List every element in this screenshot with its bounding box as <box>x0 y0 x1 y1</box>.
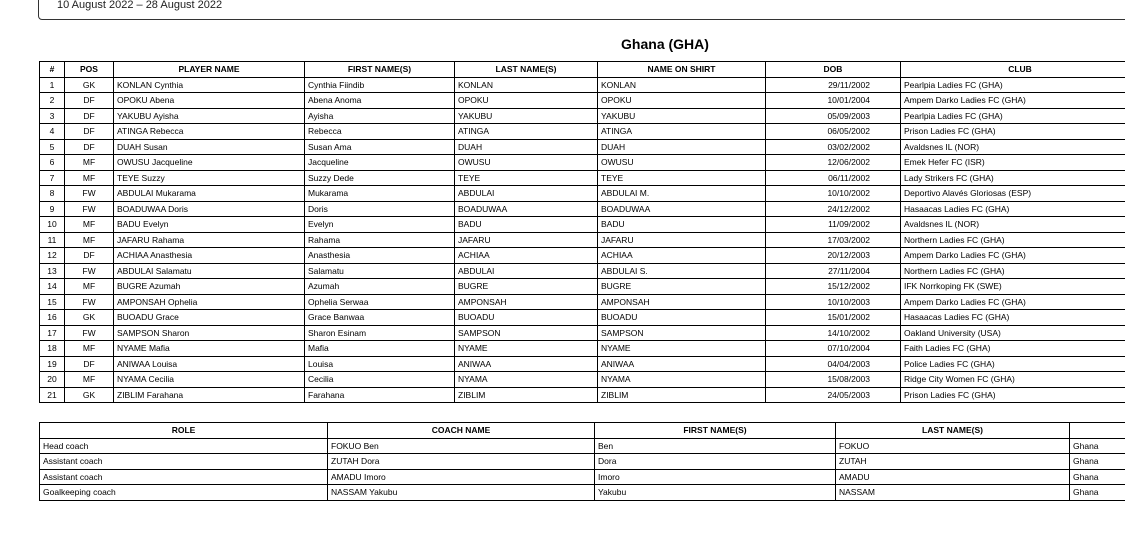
cell-name-on-shirt: TEYE <box>598 170 766 186</box>
cell-number: 10 <box>40 217 65 233</box>
coaches-table-body <box>40 438 1125 500</box>
cell-player-name: OPOKU Abena <box>114 93 305 109</box>
cell-dob: 10/01/2004 <box>766 93 901 109</box>
cell-pos: MF <box>65 217 114 233</box>
cell-number: 5 <box>40 139 65 155</box>
cell-dob: 04/04/2003 <box>766 356 901 372</box>
cell-player-name: AMPONSAH Ophelia <box>114 294 305 310</box>
cell-pos: DF <box>65 356 114 372</box>
cell-first-names: Rahama <box>305 232 455 248</box>
cell-club: Emek Hefer FC (ISR) <box>901 155 1125 171</box>
cell-dob: 15/12/2002 <box>766 279 901 295</box>
cell-last-names: BADU <box>455 217 598 233</box>
cell-first-names: Cecilia <box>305 372 455 388</box>
cell-player-name: BUGRE Azumah <box>114 279 305 295</box>
cell-first-names: Mafia <box>305 341 455 357</box>
header-player-name: PLAYER NAME <box>114 62 305 78</box>
cell-last-names: KONLAN <box>455 77 598 93</box>
cell-first-names: Louisa <box>305 356 455 372</box>
cell-coach-first-names: Ben <box>595 438 836 454</box>
cell-number: 18 <box>40 341 65 357</box>
cell-club: Lady Strikers FC (GHA) <box>901 170 1125 186</box>
cell-number: 15 <box>40 294 65 310</box>
table-row <box>40 372 1125 388</box>
cell-number: 21 <box>40 387 65 403</box>
cell-number: 2 <box>40 93 65 109</box>
table-row <box>40 263 1125 279</box>
cell-first-names: Evelyn <box>305 217 455 233</box>
table-row <box>40 248 1125 264</box>
cell-dob: 07/10/2004 <box>766 341 901 357</box>
cell-coach-name: FOKUO Ben <box>328 438 595 454</box>
cell-club: Deportivo Alavés Gloriosas (ESP) <box>901 186 1125 202</box>
cell-number: 6 <box>40 155 65 171</box>
cell-number: 7 <box>40 170 65 186</box>
cell-dob: 15/08/2003 <box>766 372 901 388</box>
table-row <box>40 356 1125 372</box>
cell-number: 8 <box>40 186 65 202</box>
cell-number: 4 <box>40 124 65 140</box>
table-row <box>40 454 1125 470</box>
cell-club: Northern Ladies FC (GHA) <box>901 232 1125 248</box>
table-row <box>40 124 1125 140</box>
cell-coach-first-names: Yakubu <box>595 485 836 501</box>
cell-number: 14 <box>40 279 65 295</box>
cell-dob: 24/12/2002 <box>766 201 901 217</box>
cell-name-on-shirt: BUGRE <box>598 279 766 295</box>
cell-club: Police Ladies FC (GHA) <box>901 356 1125 372</box>
cell-last-names: ANIWAA <box>455 356 598 372</box>
table-row <box>40 186 1125 202</box>
cell-last-names: OWUSU <box>455 155 598 171</box>
cell-name-on-shirt: AMPONSAH <box>598 294 766 310</box>
coaches-table <box>39 422 1125 501</box>
tournament-dates-box <box>38 0 1125 20</box>
cell-pos: MF <box>65 372 114 388</box>
cell-number: 3 <box>40 108 65 124</box>
header-role: ROLE <box>40 423 328 439</box>
cell-pos: DF <box>65 93 114 109</box>
cell-club: Avaldsnes IL (NOR) <box>901 139 1125 155</box>
players-table-body <box>40 77 1125 403</box>
cell-last-names: DUAH <box>455 139 598 155</box>
cell-pos: MF <box>65 155 114 171</box>
cell-player-name: DUAH Susan <box>114 139 305 155</box>
cell-club: Ampem Darko Ladies FC (GHA) <box>901 294 1125 310</box>
header-nationality <box>1070 423 1125 439</box>
cell-dob: 10/10/2002 <box>766 186 901 202</box>
cell-name-on-shirt: ABDULAI M. <box>598 186 766 202</box>
cell-name-on-shirt: BADU <box>598 217 766 233</box>
cell-player-name: ANIWAA Louisa <box>114 356 305 372</box>
cell-last-names: OPOKU <box>455 93 598 109</box>
cell-number: 17 <box>40 325 65 341</box>
cell-club: Prison Ladies FC (GHA) <box>901 387 1125 403</box>
cell-role: Head coach <box>40 438 328 454</box>
cell-dob: 12/06/2002 <box>766 155 901 171</box>
cell-pos: FW <box>65 325 114 341</box>
cell-coach-first-names: Imoro <box>595 469 836 485</box>
table-row <box>40 485 1125 501</box>
cell-name-on-shirt: YAKUBU <box>598 108 766 124</box>
cell-nationality: Ghana <box>1070 438 1125 454</box>
cell-coach-name: ZUTAH Dora <box>328 454 595 470</box>
cell-first-names: Doris <box>305 201 455 217</box>
cell-pos: FW <box>65 263 114 279</box>
cell-pos: DF <box>65 139 114 155</box>
cell-coach-first-names: Dora <box>595 454 836 470</box>
cell-dob: 11/09/2002 <box>766 217 901 233</box>
header-club: CLUB <box>901 62 1125 78</box>
cell-last-names: ACHIAA <box>455 248 598 264</box>
cell-number: 13 <box>40 263 65 279</box>
cell-pos: MF <box>65 279 114 295</box>
cell-coach-last-names: FOKUO <box>836 438 1070 454</box>
cell-player-name: ATINGA Rebecca <box>114 124 305 140</box>
table-row <box>40 387 1125 403</box>
cell-last-names: BUOADU <box>455 310 598 326</box>
cell-dob: 03/02/2002 <box>766 139 901 155</box>
cell-pos: GK <box>65 310 114 326</box>
cell-pos: FW <box>65 186 114 202</box>
table-row <box>40 170 1125 186</box>
table-row <box>40 325 1125 341</box>
cell-last-names: ZIBLIM <box>455 387 598 403</box>
cell-first-names: Cynthia Fiindib <box>305 77 455 93</box>
cell-name-on-shirt: ATINGA <box>598 124 766 140</box>
cell-club: Hasaacas Ladies FC (GHA) <box>901 310 1125 326</box>
cell-number: 9 <box>40 201 65 217</box>
cell-first-names: Rebecca <box>305 124 455 140</box>
cell-player-name: KONLAN Cynthia <box>114 77 305 93</box>
cell-pos: GK <box>65 387 114 403</box>
cell-name-on-shirt: OWUSU <box>598 155 766 171</box>
cell-club: Ampem Darko Ladies FC (GHA) <box>901 248 1125 264</box>
cell-player-name: YAKUBU Ayisha <box>114 108 305 124</box>
cell-name-on-shirt: ABDULAI S. <box>598 263 766 279</box>
cell-player-name: SAMPSON Sharon <box>114 325 305 341</box>
cell-player-name: ABDULAI Salamatu <box>114 263 305 279</box>
cell-coach-last-names: AMADU <box>836 469 1070 485</box>
table-row <box>40 469 1125 485</box>
cell-name-on-shirt: ZIBLIM <box>598 387 766 403</box>
cell-player-name: BUOADU Grace <box>114 310 305 326</box>
cell-player-name: BOADUWAA Doris <box>114 201 305 217</box>
header-last-names: LAST NAME(S) <box>455 62 598 78</box>
cell-dob: 15/01/2002 <box>766 310 901 326</box>
cell-number: 12 <box>40 248 65 264</box>
cell-pos: DF <box>65 248 114 264</box>
table-row <box>40 108 1125 124</box>
table-row <box>40 279 1125 295</box>
cell-pos: FW <box>65 294 114 310</box>
cell-club: Pearlpia Ladies FC (GHA) <box>901 108 1125 124</box>
cell-first-names: Mukarama <box>305 186 455 202</box>
header-coach-last-names: LAST NAME(S) <box>836 423 1070 439</box>
cell-role: Goalkeeping coach <box>40 485 328 501</box>
table-row <box>40 217 1125 233</box>
cell-club: Oakland University (USA) <box>901 325 1125 341</box>
cell-nationality: Ghana <box>1070 485 1125 501</box>
cell-pos: MF <box>65 232 114 248</box>
cell-name-on-shirt: BOADUWAA <box>598 201 766 217</box>
cell-last-names: ABDULAI <box>455 263 598 279</box>
cell-name-on-shirt: ACHIAA <box>598 248 766 264</box>
cell-number: 11 <box>40 232 65 248</box>
header-coach-first-names: FIRST NAME(S) <box>595 423 836 439</box>
cell-last-names: TEYE <box>455 170 598 186</box>
cell-first-names: Anasthesia <box>305 248 455 264</box>
cell-name-on-shirt: SAMPSON <box>598 325 766 341</box>
cell-dob: 06/05/2002 <box>766 124 901 140</box>
cell-dob: 14/10/2002 <box>766 325 901 341</box>
table-row <box>40 310 1125 326</box>
cell-last-names: BUGRE <box>455 279 598 295</box>
cell-role: Assistant coach <box>40 469 328 485</box>
cell-nationality: Ghana <box>1070 454 1125 470</box>
header-dob: DOB <box>766 62 901 78</box>
table-row <box>40 93 1125 109</box>
cell-first-names: Ayisha <box>305 108 455 124</box>
cell-dob: 05/09/2003 <box>766 108 901 124</box>
cell-role: Assistant coach <box>40 454 328 470</box>
cell-name-on-shirt: NYAME <box>598 341 766 357</box>
cell-first-names: Jacqueline <box>305 155 455 171</box>
cell-first-names: Ophelia Serwaa <box>305 294 455 310</box>
cell-first-names: Farahana <box>305 387 455 403</box>
table-row <box>40 294 1125 310</box>
cell-club: Faith Ladies FC (GHA) <box>901 341 1125 357</box>
cell-name-on-shirt: OPOKU <box>598 93 766 109</box>
cell-nationality: Ghana <box>1070 469 1125 485</box>
cell-name-on-shirt: DUAH <box>598 139 766 155</box>
cell-number: 19 <box>40 356 65 372</box>
cell-number: 1 <box>40 77 65 93</box>
header-number: # <box>40 62 65 78</box>
cell-dob: 10/10/2003 <box>766 294 901 310</box>
header-pos: POS <box>65 62 114 78</box>
players-table <box>39 61 1125 403</box>
cell-last-names: NYAME <box>455 341 598 357</box>
cell-club: Avaldsnes IL (NOR) <box>901 217 1125 233</box>
players-header-row <box>40 62 1125 78</box>
cell-pos: DF <box>65 108 114 124</box>
cell-dob: 17/03/2002 <box>766 232 901 248</box>
cell-last-names: ATINGA <box>455 124 598 140</box>
cell-coach-last-names: ZUTAH <box>836 454 1070 470</box>
coaches-header-row <box>40 423 1125 439</box>
cell-dob: 06/11/2002 <box>766 170 901 186</box>
cell-club: Hasaacas Ladies FC (GHA) <box>901 201 1125 217</box>
cell-last-names: YAKUBU <box>455 108 598 124</box>
header-name-on-shirt: NAME ON SHIRT <box>598 62 766 78</box>
cell-player-name: BADU Evelyn <box>114 217 305 233</box>
cell-pos: DF <box>65 124 114 140</box>
cell-player-name: OWUSU Jacqueline <box>114 155 305 171</box>
cell-player-name: ZIBLIM Farahana <box>114 387 305 403</box>
cell-player-name: NYAME Mafia <box>114 341 305 357</box>
cell-dob: 29/11/2002 <box>766 77 901 93</box>
cell-name-on-shirt: KONLAN <box>598 77 766 93</box>
cell-first-names: Sharon Esinam <box>305 325 455 341</box>
team-title: Ghana (GHA) <box>621 36 709 52</box>
cell-club: Pearlpia Ladies FC (GHA) <box>901 77 1125 93</box>
cell-player-name: NYAMA Cecilia <box>114 372 305 388</box>
cell-pos: GK <box>65 77 114 93</box>
header-first-names: FIRST NAME(S) <box>305 62 455 78</box>
cell-coach-name: AMADU Imoro <box>328 469 595 485</box>
cell-first-names: Salamatu <box>305 263 455 279</box>
table-row <box>40 232 1125 248</box>
cell-name-on-shirt: NYAMA <box>598 372 766 388</box>
cell-name-on-shirt: JAFARU <box>598 232 766 248</box>
cell-last-names: AMPONSAH <box>455 294 598 310</box>
cell-pos: MF <box>65 170 114 186</box>
cell-club: IFK Norrkoping FK (SWE) <box>901 279 1125 295</box>
header-coach-name: COACH NAME <box>328 423 595 439</box>
tournament-dates: 10 August 2022 – 28 August 2022 <box>57 0 223 11</box>
cell-name-on-shirt: ANIWAA <box>598 356 766 372</box>
cell-player-name: TEYE Suzzy <box>114 170 305 186</box>
table-row <box>40 438 1125 454</box>
cell-dob: 24/05/2003 <box>766 387 901 403</box>
cell-first-names: Azumah <box>305 279 455 295</box>
cell-last-names: JAFARU <box>455 232 598 248</box>
cell-first-names: Susan Ama <box>305 139 455 155</box>
cell-number: 16 <box>40 310 65 326</box>
cell-pos: FW <box>65 201 114 217</box>
cell-coach-name: NASSAM Yakubu <box>328 485 595 501</box>
cell-name-on-shirt: BUOADU <box>598 310 766 326</box>
cell-last-names: BOADUWAA <box>455 201 598 217</box>
table-row <box>40 341 1125 357</box>
cell-club: Northern Ladies FC (GHA) <box>901 263 1125 279</box>
table-row <box>40 139 1125 155</box>
cell-first-names: Grace Banwaa <box>305 310 455 326</box>
cell-last-names: ABDULAI <box>455 186 598 202</box>
cell-club: Ampem Darko Ladies FC (GHA) <box>901 93 1125 109</box>
cell-first-names: Suzzy Dede <box>305 170 455 186</box>
cell-club: Prison Ladies FC (GHA) <box>901 124 1125 140</box>
table-row <box>40 155 1125 171</box>
cell-player-name: ABDULAI Mukarama <box>114 186 305 202</box>
cell-last-names: SAMPSON <box>455 325 598 341</box>
cell-club: Ridge City Women FC (GHA) <box>901 372 1125 388</box>
cell-pos: MF <box>65 341 114 357</box>
cell-player-name: JAFARU Rahama <box>114 232 305 248</box>
table-row <box>40 77 1125 93</box>
table-row <box>40 201 1125 217</box>
cell-player-name: ACHIAA Anasthesia <box>114 248 305 264</box>
cell-number: 20 <box>40 372 65 388</box>
cell-first-names: Abena Anoma <box>305 93 455 109</box>
cell-last-names: NYAMA <box>455 372 598 388</box>
cell-dob: 27/11/2004 <box>766 263 901 279</box>
cell-dob: 20/12/2003 <box>766 248 901 264</box>
cell-coach-last-names: NASSAM <box>836 485 1070 501</box>
